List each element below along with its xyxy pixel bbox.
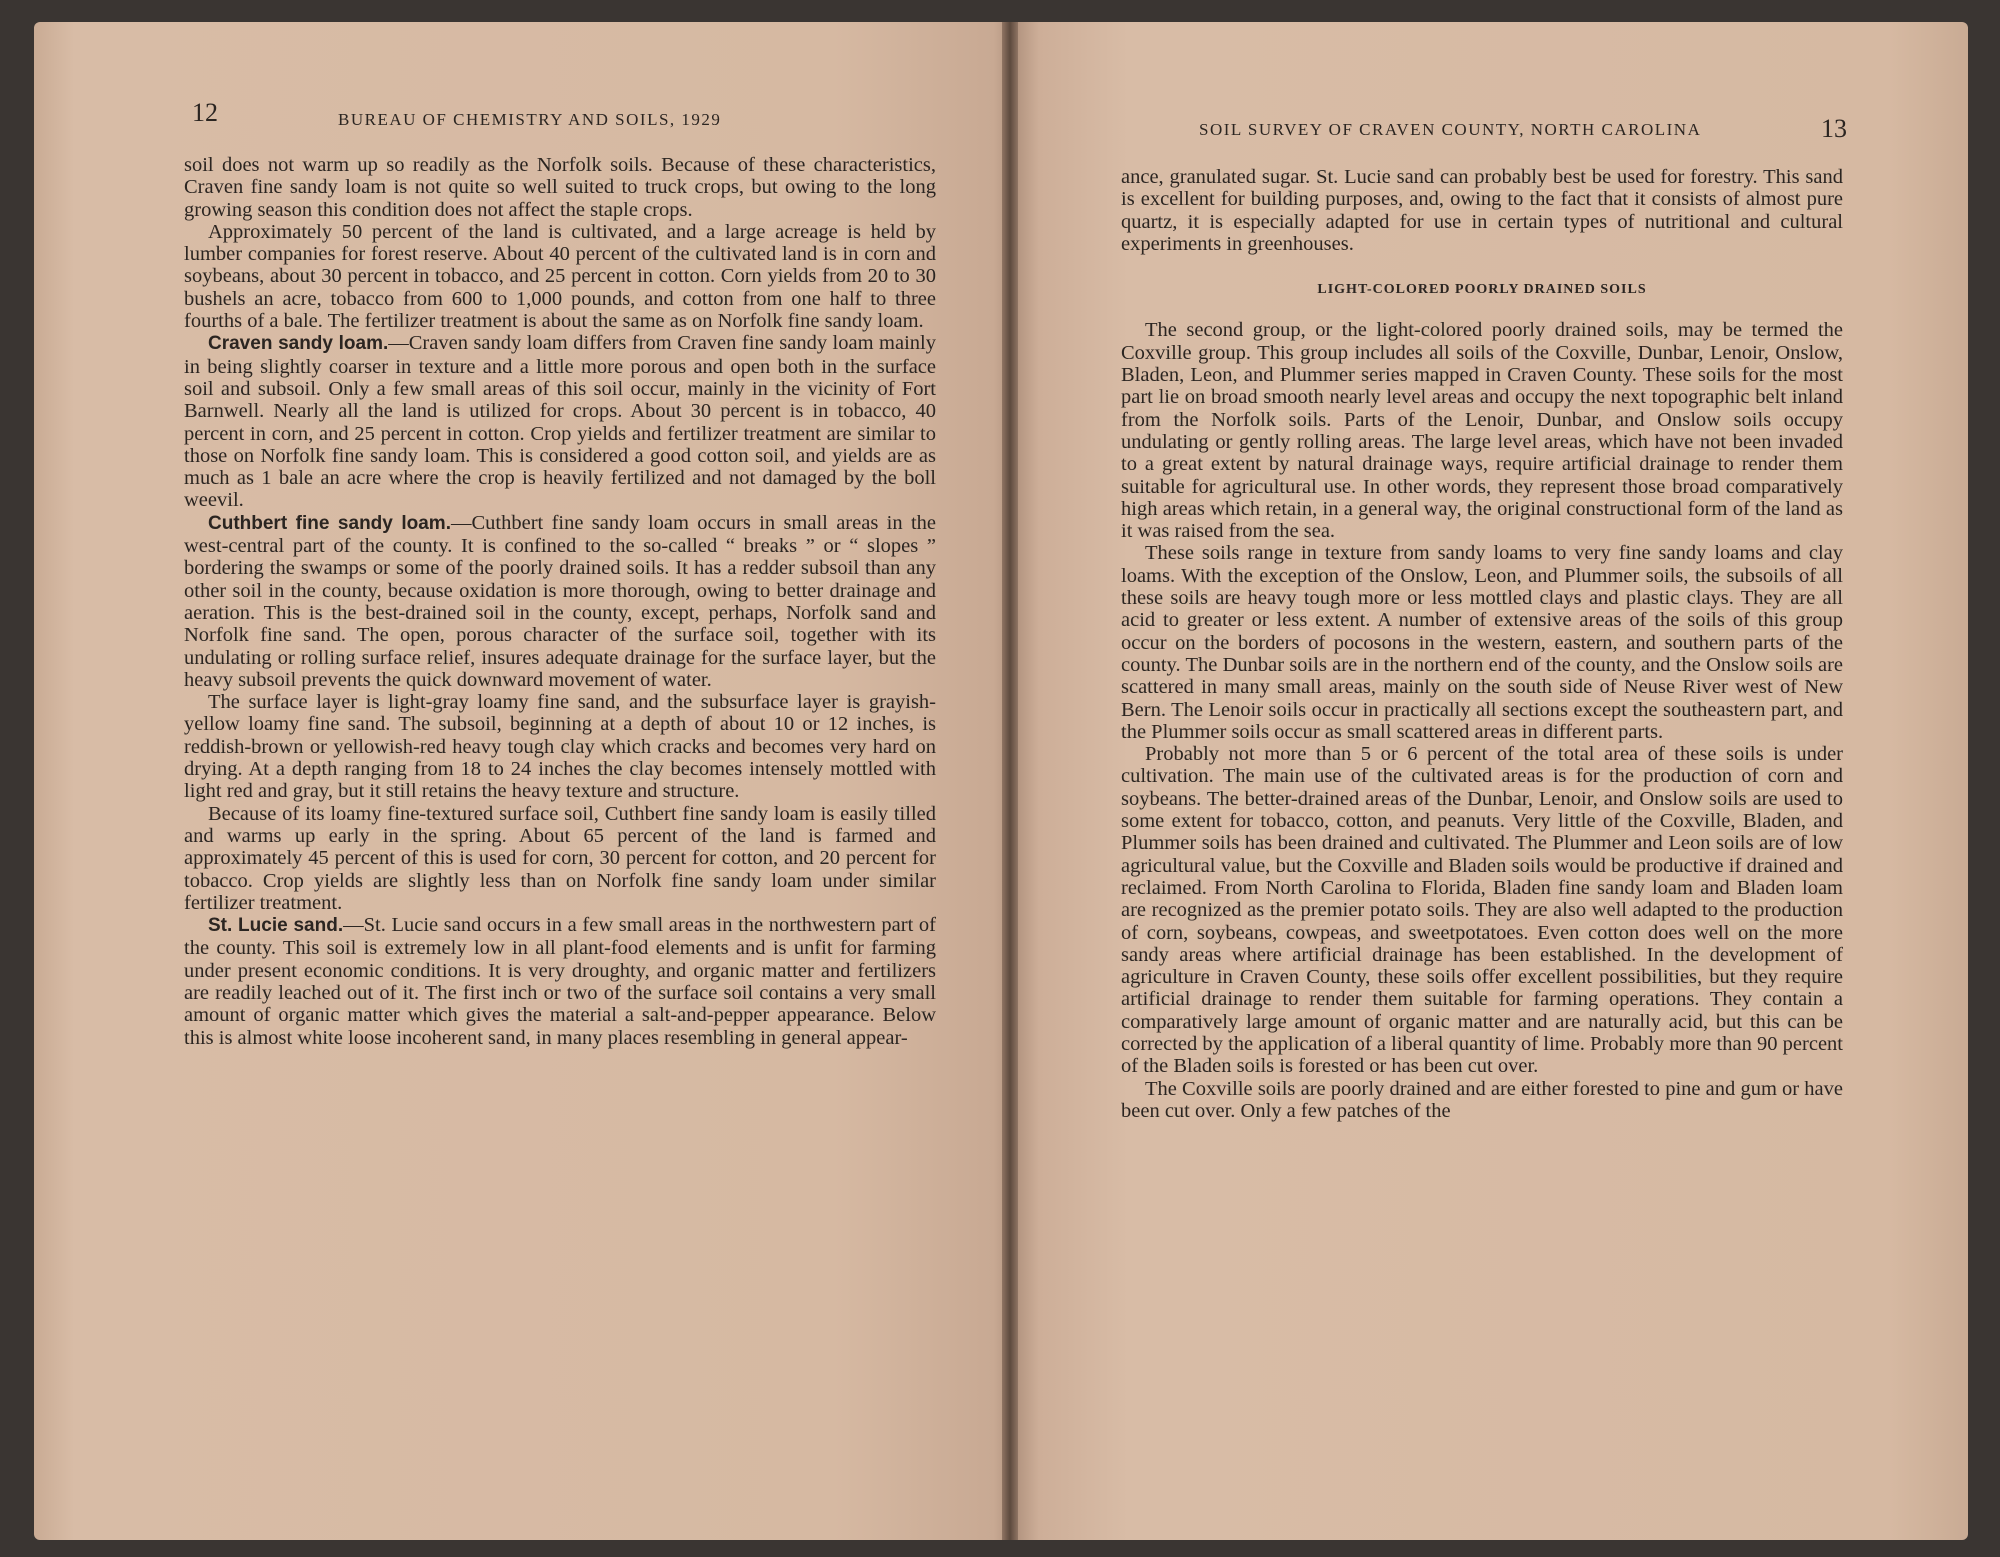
right-page [1009,22,1968,1540]
soil-type-heading: Craven sandy loam. [208,333,389,355]
left-running-header: BUREAU OF CHEMISTRY AND SOILS, 1929 [338,110,722,129]
right-page-number: 13 [1821,114,1847,143]
left-text-column [184,154,936,1049]
book-gutter [1002,22,1018,1540]
paragraph: Craven sandy loam.—Craven sandy loam differs from Craven fine sandy loam mainly in being slightly coarser in texture and a little more porous and open both in the surface soil and subsoil. Only a few small areas of this soil occur, mainly in the vicinity of Fort Barnwell. Nearly all the land is utilized for crops. About 30 percent is in tobacco, 40 percent in corn, and 25 percent in cotton. Crop yields and fertilizer treatment are similar to those on Norfolk fine sandy loam. This is considered a good cotton soil, and yields are as much as 1 bale an acre where the crop is heavily fertilized and not damaged by the boll weevil. [184,332,936,512]
paragraph: Because of its loamy fine-textured surface soil, Cuthbert fine sandy loam is easily tilled and warms up early in the spring. About 65 percent of the land is farmed and approximately 45 percent of this is used for corn, 30 percent for cotton, and 20 percent for tobacco. Crop yields are slightly less than on Norfolk fine sandy loam under similar fertilizer treatment. [184,802,936,914]
paragraph: St. Lucie sand.—St. Lucie sand occurs in a few small areas in the northwestern part of the county. This soil is extremely low in all plant-food elements and is unfit for farming under present economic conditions. It is very droughty, and organic matter and fertilizers are readily leached out of it. The first inch or two of the surface soil contains a very small amount of organic matter which gives the material a salt-and-pepper appearance. Below this is almost white loose incoherent sand, in many places resembling in general appear- [184,914,937,1049]
right-running-header: SOIL SURVEY OF CRAVEN COUNTY, NORTH CAROLINA [1199,120,1702,139]
soil-type-heading: St. Lucie sand. [208,915,344,937]
open-book [34,22,1968,1540]
paragraph: The Coxville soils are poorly drained and are either forested to pine and gum or have been cut over. Only a few patches of the [1121,1077,1843,1122]
left-page-number: 12 [192,98,218,127]
right-text-column [1121,166,1843,1122]
left-page [34,22,1019,1540]
section-heading: LIGHT-COLORED POORLY DRAINED SOILS [1317,282,1647,298]
paragraph: Probably not more than 5 or 6 percent of the total area of these soils is under cultivation. The main use of the cultivated areas is for the production of corn and soybeans. The better-drained areas of the Dunbar, Lenoir, and Onslow soils are used to some extent for tobacco, cotton, and peanuts. Very little of the Coxville, Bladen, and Plummer soils has been drained and cultivated. The Plummer and Leon soils are of low agricultural value, but the Coxville and Bladen soils would be productive if drained and reclaimed. From North Carolina to Florida, Bladen fine sandy loam and Bladen loam are recognized as the premier potato soils. They are also well adapted to the production of corn, soybeans, cowpeas, and sweetpotatoes. Even cotton does well on the more sandy areas where artificial drainage has been established. In the development of agriculture in Craven County, these soils offer excellent possibilities, but they require artificial drainage to render them suitable for farming operations. They contain a comparatively large amount of organic matter and are naturally acid, but this can be corrected by the application of a liberal quantity of lime. Probably more than 90 percent of the Bladen soils is forested or has been cut over. [1121,743,1843,1078]
paragraph: These soils range in texture from sandy loams to very fine sandy loams and clay loams. With the exception of the Onslow, Leon, and Plummer soils, the subsoils of all these soils are heavy tough more or less mottled clays and plastic clays. They are all acid to greater or less extent. A number of extensive areas of the soils of this group occur on the borders of pocosons in the western, eastern, and southern parts of the county. The Dunbar soils are in the northern end of the county, and the Onslow soils are scattered in many small areas, mainly on the south side of Neuse River west of New Bern. The Lenoir soils occur in practically all sections except the southeastern part, and the Plummer soils occur as small scattered areas in different parts. [1121,542,1843,743]
soil-type-heading: Cuthbert fine sandy loam. [208,512,451,534]
paragraph: The surface layer is light-gray loamy fine sand, and the subsurface layer is grayish-yellow loamy fine sand. The subsoil, beginning at a depth of about 10 or 12 inches, is reddish-brown or yellowish-red heavy tough clay which cracks and becomes very hard on drying. At a depth ranging from 18 to 24 inches the clay becomes intensely mottled with light red and gray, but it still retains the heavy texture and structure. [184,691,936,803]
paragraph: Approximately 50 percent of the land is cultivated, and a large acreage is held by lumber companies for forest reserve. About 40 percent of the cultivated land is in corn and soybeans, about 30 percent in tobacco, and 25 percent in cotton. Corn yields from 20 to 30 bushels an acre, tobacco from 600 to 1,000 pounds, and cotton from one half to three fourths of a bale. The fertilizer treatment is about the same as on Norfolk fine sandy loam. [184,220,936,333]
paragraph: ance, granulated sugar. St. Lucie sand can probably best be used for forestry. This sand is excellent for building purposes, and, owing to the fact that it consists of almost pure quartz, it is especially adapted for use in certain types of nutritional and cultural experiments in greenhouses. [1121,166,1843,255]
paragraph: The second group, or the light-colored poorly drained soils, may be termed the Coxville group. This group includes all soils of the Coxville, Dunbar, Lenoir, Onslow, Bladen, Leon, and Plummer series mapped in Craven County. These soils for the most part lie on broad smooth nearly level areas and occupy the next topographic belt inland from the Norfolk soils. Parts of the Lenoir, Dunbar, and Onslow soils occupy undulating or gently rolling areas. The large level areas, which have not been invaded to a great extent by natural drainage ways, require artificial drainage to render them suitable for agricultural use. In other words, they represent those broad comparatively high areas which retain, in a general way, the original constructional form of the land as it was raised from the sea. [1121,319,1843,543]
paragraph: soil does not warm up so readily as the Norfolk soils. Because of these characteristics, Craven fine sandy loam is not quite so well suited to truck crops, but owing to the long growing season this condition does not affect the staple crops. [184,154,936,221]
paragraph: Cuthbert fine sandy loam.—Cuthbert fine sandy loam occurs in small areas in the west-central part of the county. It is confined to the so-called “ breaks ” or “ slopes ” bordering the swamps or some of the poorly drained soils. It has a redder subsoil than any other soil in the county, because oxidation is more thorough, owing to better drainage and aeration. This is the best-drained soil in the county, except, perhaps, Norfolk sand and Norfolk fine sand. The open, porous character of the surface soil, together with its undulating or rolling surface relief, insures adequate drainage for the surface layer, but the heavy subsoil prevents the quick downward movement of water. [184,511,936,691]
